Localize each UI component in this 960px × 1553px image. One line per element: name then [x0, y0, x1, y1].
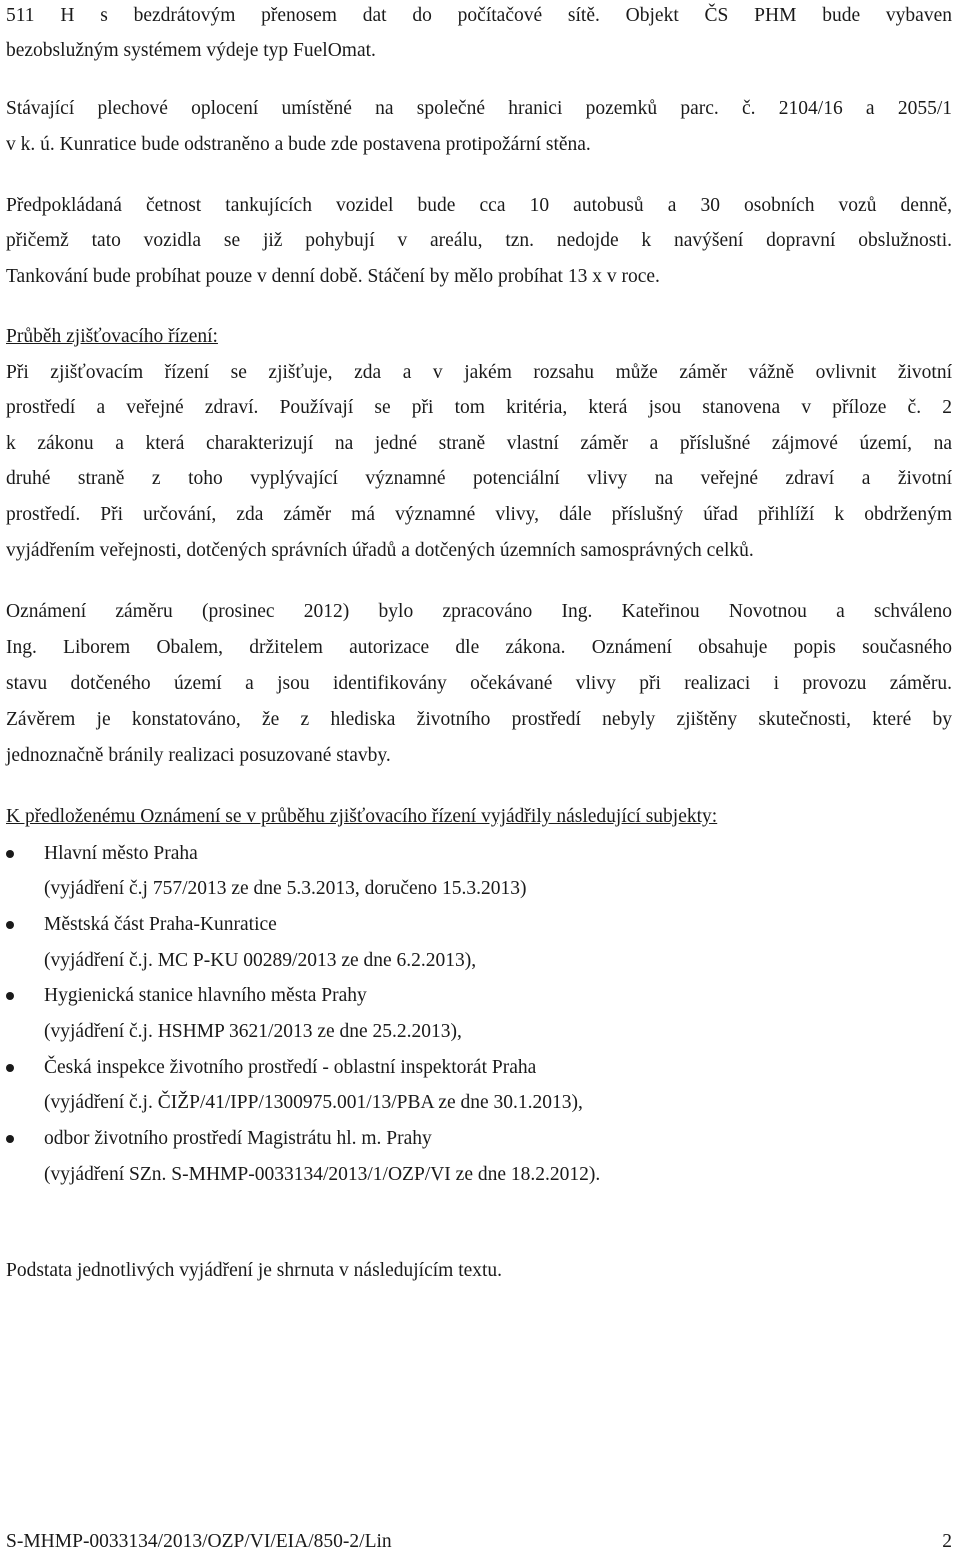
list-item-name: Česká inspekce životního prostředí - oblastní inspektorát Praha: [44, 1057, 537, 1078]
list-item-name: Městská část Praha-Kunratice: [44, 914, 277, 935]
paragraph-1-line-1: 511 H s bezdrátovým přenosem dat do počítačové sítě. Objekt ČS PHM bude vybaven: [6, 5, 952, 26]
section-heading-statements: K předloženému Oznámení se v průběhu zjišťovacího řízení vyjádřily následující subjekty:: [6, 806, 718, 827]
paragraph-3-line-1: Předpokládaná četnost tankujících vozidel bude cca 10 autobusů a 30 osobních vozů denně,: [6, 195, 952, 216]
paragraph-2-line-2: v k. ú. Kunratice bude odstraněno a bude zde postavena protipožární stěna.: [6, 134, 591, 155]
bullet-icon: [6, 921, 14, 929]
list-item-name: Hlavní město Praha: [44, 843, 198, 864]
bullet-icon: [6, 992, 14, 1000]
paragraph-2-line-1: Stávající plechové oplocení umístěné na společné hranici pozemků parc. č. 2104/16 a 2055/1: [6, 98, 952, 119]
screening-line-5: prostředí. Při určování, zda záměr má významné vlivy, dále příslušný úřad přihlíží k obdrženým: [6, 504, 952, 525]
paragraph-4-line-5: jednoznačně bránily realizaci posuzované stavby.: [6, 745, 391, 766]
paragraph-1-line-2: bezobslužným systémem výdeje typ FuelOmat.: [6, 40, 376, 61]
bullet-icon: [6, 1064, 14, 1072]
list-item-ref: (vyjádření č.j. MC P-KU 00289/2013 ze dne 6.2.2013),: [44, 950, 477, 971]
screening-line-4: druhé straně z toho vyplývající významné potenciální vlivy na veřejné zdraví a životní: [6, 468, 952, 489]
closing-sentence: Podstata jednotlivých vyjádření je shrnuta v následujícím textu.: [6, 1260, 503, 1281]
bullet-icon: [6, 1135, 14, 1143]
list-item-ref: (vyjádření č.j. ČIŽP/41/IPP/1300975.001/13/PBA ze dne 30.1.2013),: [44, 1092, 583, 1113]
screening-line-3: k zákonu a která charakterizují na jedné straně vlastní záměr a příslušné zájmové území, na: [6, 433, 952, 454]
screening-line-2: prostředí a veřejné zdraví. Používají se při tom kritéria, která jsou stanovena v příloze č. 2: [6, 397, 952, 418]
section-heading-screening: Průběh zjišťovacího řízení:: [6, 326, 218, 347]
paragraph-4-line-2: Ing. Liborem Obalem, držitelem autorizace dle zákona. Oznámení obsahuje popis současného: [6, 637, 952, 658]
paragraph-4-line-4: Závěrem je konstatováno, že z hlediska životního prostředí nebyly zjištěny skutečnosti, které by: [6, 709, 952, 730]
screening-line-1: Při zjišťovacím řízení se zjišťuje, zda a v jakém rozsahu může záměr vážně ovlivnit životní: [6, 362, 952, 383]
paragraph-4-line-3: stavu dotčeného území a jsou identifikovány očekávané vlivy při realizaci i provozu záměru.: [6, 673, 952, 694]
paragraph-3-line-3: Tankování bude probíhat pouze v denní době. Stáčení by mělo probíhat 13 x v roce.: [6, 266, 660, 287]
screening-line-6: vyjádřením veřejnosti, dotčených správních úřadů a dotčených územních samosprávných celků.: [6, 540, 754, 561]
list-item-ref: (vyjádření č.j 757/2013 ze dne 5.3.2013, doručeno 15.3.2013): [44, 878, 527, 899]
list-item-name: odbor životního prostředí Magistrátu hl. m. Prahy: [44, 1128, 432, 1149]
page-number: 2: [942, 1531, 952, 1552]
document-reference: S-MHMP-0033134/2013/OZP/VI/EIA/850-2/Lin: [6, 1531, 392, 1552]
bullet-icon: [6, 850, 14, 858]
paragraph-3-line-2: přičemž tato vozidla se již pohybují v areálu, tzn. nedojde k navýšení dopravní obslužnosti.: [6, 230, 952, 251]
list-item-name: Hygienická stanice hlavního města Prahy: [44, 985, 367, 1006]
list-item-ref: (vyjádření č.j. HSHMP 3621/2013 ze dne 25.2.2013),: [44, 1021, 462, 1042]
list-item-ref: (vyjádření SZn. S-MHMP-0033134/2013/1/OZP/VI ze dne 18.2.2012).: [44, 1164, 601, 1185]
paragraph-4-line-1: Oznámení záměru (prosinec 2012) bylo zpracováno Ing. Kateřinou Novotnou a schváleno: [6, 601, 952, 622]
